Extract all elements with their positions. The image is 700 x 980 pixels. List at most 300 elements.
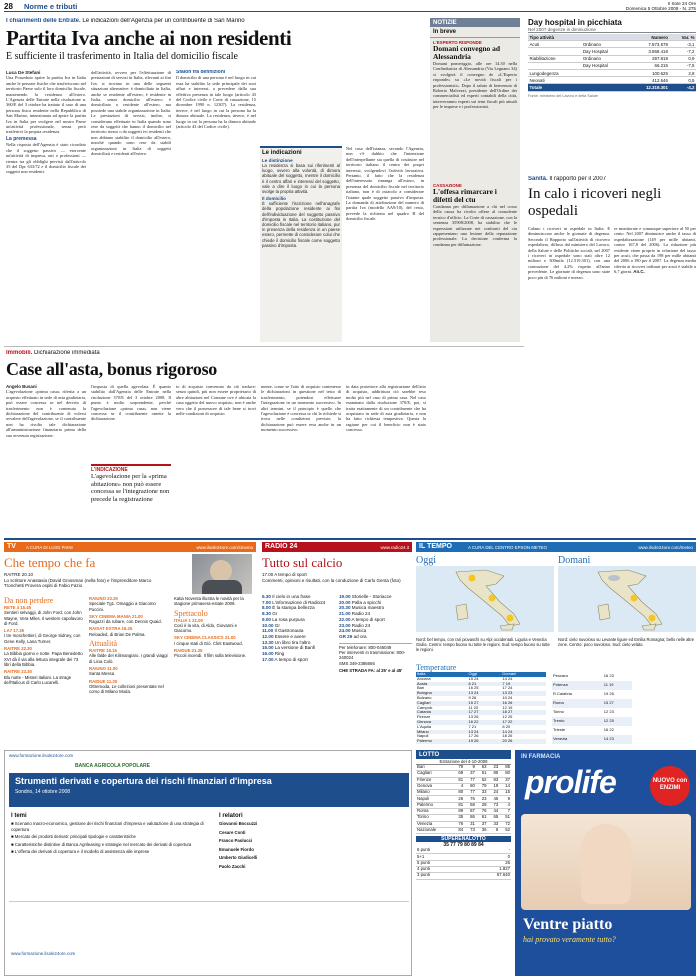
lotto-cell: Milano <box>416 790 452 796</box>
channel-time: RETE 4 15.45 <box>4 605 31 610</box>
channel-time: RAISAT EXTRA 16.25 <box>89 626 133 632</box>
temp-cell: Napoli <box>417 733 429 739</box>
schedule-title: L'informazione di Radio24 <box>272 599 326 605</box>
sanita-col-1: Calano i ricoveri in ospedale in Italia. E diminuiscono anche le giornate di degenza. Secondo il Rapporto sull'attività di ricovero ospedaliero, diffuso dal ministero del Lavoro, della Salute e delle Politiche sociali, nel 2007 i ricoveri in ospedale sono stati oltre 12 milioni e 300mila (12.319.301), con una contrazione del 4,2% rispetto all'anno precedente. Le giornate di degenza sono state poco più di 76 milioni e mezzo. <box>528 226 610 280</box>
temperature-table: Temperature Italia Oggi Domani Ancona 15 24 14 24 Aosta 6 21 7 19 Bari 16 25 17 24 Bologna 13 24 13 23 Bolzano 9 26 10 24 Cagliari 15 27 16 26 Campob. 11 20 12 19 Catania 17 27 18 27 Firenze 13 26 12 25 Genova 16 22 17 22 L'Aquila 7 21 8 20 Milano 13 24 14 24 Napoli 17 26 18 26 Palermo 19 26 20 26 Pescara 16 23 Potenza 11 19 R.Calabria 19 26 Roma 15 27 Torino 12 23 Trento 12 25 Trieste 16 22 Venezia 14 23 <box>416 663 696 747</box>
lotto-cell: 51 <box>499 815 511 821</box>
temp-cell: 15 27 <box>468 699 479 705</box>
temp-cell: 17 26 <box>468 733 479 739</box>
tv-link[interactable]: www.ilsole24ore.com/cinema <box>196 544 253 550</box>
temp-cell: 19 26 <box>468 738 479 744</box>
table-cell <box>581 77 627 84</box>
schedule-title: Gr <box>272 611 278 617</box>
schedule-title: Radio 24 <box>351 622 371 628</box>
radio-title: Tutto sul calcio <box>262 555 343 570</box>
table-row <box>528 55 696 62</box>
lotto-cell: Napoli <box>416 796 452 802</box>
table-cell: 7.873.578 <box>628 41 670 48</box>
channel-time: RAITRE 23.30 <box>4 669 32 675</box>
lotto-cell: 73 <box>464 827 476 833</box>
list-item <box>89 679 171 695</box>
schedule-time: GR 26 <box>339 633 353 639</box>
temp-row <box>552 681 632 690</box>
cloud-icon <box>608 575 620 581</box>
program-desc: Blu notte - Misteri italiani. La strage dell'Italicus di Carlo Lucarelli. <box>4 674 72 685</box>
temp-cell: L'Aquila <box>417 723 432 729</box>
temp-cell: Cagliari <box>417 699 431 705</box>
lead-col-5: Nel caso dell'istanza, secondo l'Agenzia, non v'è dubbio che l'intenzione dell'interpellante sia quella di costituire nel territorio italiano il centro dei propri interessi, svolgendovi l'attività lavorativa. Pertanto, il fatto che la residenza dell'interessato rimanga all'estero, in presenza del domicilio fiscale nel territorio italiano, non è di ostacolo a considerare l'istante quale soggetto passivo d'imposta. La domanda di attribuzione del numero di partita Iva (modello AA9/10), del resto, prevede la richiesta nel quadro B del domicilio fiscale. <box>346 146 424 222</box>
lotto-cell: 26 <box>463 860 511 866</box>
temp-cell: Palermo <box>417 738 432 744</box>
temp-cell: Torino <box>553 709 564 715</box>
lotto-cell: 6 punti <box>416 848 463 854</box>
schedule-time: 16.00 <box>262 651 274 657</box>
program-desc: Alle falde del Kilimangiaro. I grandi viaggi di Licia Colò. <box>89 653 168 664</box>
immobili-col-3: to di acquisto convenuto da ciò traduce: senza quindi, più non essere proprietario di altre abitazioni nel Comune ove è ubicata la casa oggetto del nuovo acquisto, non è anche vero che il possessore di tale bene si trovi nelle condizioni di acquisto. <box>176 384 256 417</box>
list-item <box>89 648 171 664</box>
schedule-title: La versione di Banfi <box>274 645 316 651</box>
temp-cell: 13 24 <box>468 690 479 696</box>
schedule-time: 7.00 <box>262 599 271 605</box>
lotto-cell: 26 <box>452 796 464 802</box>
lotto-cell: Cagliari <box>416 771 452 777</box>
temp-cell: 13 26 <box>468 714 479 720</box>
lotto-cell: 5+1 <box>416 854 463 860</box>
temp-cell: Firenze <box>417 714 431 720</box>
list-item <box>4 605 86 626</box>
temp-cell: 18 26 <box>502 733 513 739</box>
temp-row <box>552 708 632 717</box>
lotto-cell: 65 <box>488 815 500 821</box>
lotto-cell: 80 <box>499 771 511 777</box>
indicazioni-box: Le indicazioni Le distinzione La residenza si basa sui riferimenti al luogo, ovvero alla volontà, di dimora abituale del soggetto, mentre il domicilio è il centro affari e interessi del soggetto, vale a dire il luogo in cui la persona svolge la propria attività. Il domicilio È sufficiente l'iscrizione nell'anagrafe della popolazione residente ai fini dell'individuazione del soggetto passivo d'imposta in Italia. La costituzione del domicilio fiscale nel territorio italiano, pur in presenza della residenza in un paese estero, permette di considerare colui che chiede il domicilio fiscale come soggetto passivo d'imposta. <box>260 146 342 342</box>
program-desc: Santa Messa <box>89 671 115 677</box>
lotto-cell: 61 <box>476 815 488 821</box>
notizie-column: NOTIZIE In breve L'ESPERTO RISPONDE Domani convegno ad Alessandria Domani pomeriggio, alle ore 14.30 nella Confindustria di Alessandria (Via Legnano 34) si svolgerà il convegno de «L'Esperto risponde» su «Le novità fiscali per i professionisti». Dopo il saluto di benvenuto di Roberto Malvezzi, presidente dell'Ordine dei commercialisti ed esperti contabili della città, interverranno esperti sui temi fiscali più attuali per le imprese e i professionisti. CASSAZIONE L'offesa rimarcare i difetti del ctu Condanna per diffamazione a chi nel corso della causa ha rivolto offese al consulente tecnico d'ufficio. La Corte di cassazione, con la sentenza 35908/2008, ha stabilito che le espressioni utilizzate nei confronti del ctu rappresentano una lesione della reputazione professionale. La decisione conferma la condanna per diffamazione. <box>430 18 520 342</box>
program-desc: I tre moschettieri, di George Sidney, con Gene Kelly, Lana Turner. <box>4 633 81 644</box>
list-item: Cesare Conti <box>219 829 246 835</box>
sun-icon <box>631 595 638 602</box>
temp-cell: 18 27 <box>502 709 513 715</box>
lotto-cell: 36 <box>476 827 488 833</box>
formazione-ad[interactable]: www.formazione.ilsole24ore.com BANCA AGRICOLA POPOLARE Strumenti derivati e copertura dei rischi finanziari d'impresa Sondrio, 14 ottobre 2008 I temi ■ Scenario macro-economico, gestione dei rischi finanziari d'impresa e valutazione di una strategia di copertura ■ Mercato dei prodotti derivati: principali tipologie e caratteristiche ■ Caratteristiche distintive di Banca Agrileasing e strategie nel mercato dei derivati di copertura ■ L'offerta dei derivati di copertura e il modello di assistenza alle imprese I relatori Giovanni Boccuzzi Cesare Conti Franco Paolucci Emanuele Fiordo Umberto Giudicelli Paolo Zacchi www.formazione.ilsole24ore.com <box>4 750 412 976</box>
temp-cell: 15 27 <box>603 700 614 706</box>
lotto-cell: 86 <box>464 815 476 821</box>
temp-cell: 9 26 <box>468 694 477 700</box>
tv-col-2: RAIUNO 23.30 Speciale Tg1. Omaggio a Giacomo Puccini. SKY CINEMA MANIA 21.00 Ragazzi da rubare, con Dennis Quaid. RAISAT EXTRA 16.25 Reloaded, di Brian De Palma. Attualità RAITRE 15.15 Alle falde del Kilimangiaro. I grandi viaggi di Licia Colò. RAIUNO 11.00 Santa Messa RAIDUE 11.30 Ottremoda. Le collezioni presentate nel corso di Milano Moda. <box>89 596 171 746</box>
temp-row <box>552 699 632 708</box>
dayhospital-grid: Tipo attività Numero Var. % Acuti Ordinario 7.873.578 -3,1 Day Hospital 3.868.418 -7,2 Riabilitazione Ordinario 297.819 0,9 Day Hospital 66.215 -7,5 Lungodegenza 100.625 2,8 Neonati 412.646 0,5 Totale 12.319.301 -4,2 <box>529 34 695 90</box>
immobili-col-2: l'imposta di quella agevolata. È quanto stabilito dall'Agenzia delle Entrate nella risoluzione 370/E del 3 ottobre 2008. Il punto è molto sorprendente, perché l'agevolazione «prima casa» non viene concessa se il contribuente omette la dichiarazione. <box>91 384 171 422</box>
prolife-ad[interactable]: IN FARMACIA prolife NUOVO con ENZIMI Ventre piatto hai provato veramente tutto? <box>515 750 696 976</box>
table-cell: Riabilitazione <box>528 55 581 62</box>
table-cell: 3.868.418 <box>628 48 670 55</box>
lotto-cell: - <box>463 848 511 854</box>
program-desc: I cinque stati di Giò. Clint Eastwood. <box>174 640 243 646</box>
program-desc: Sentieri selvaggi, di John Ford, con John Wayne, Vera Miles. Il western capolavoro di Ford. <box>4 610 83 626</box>
meteo-header: IL TEMPO A CURA DEL CENTRO EPSON METEO www.ilsole24ore.com/meteo <box>416 542 696 552</box>
lotto-cell: Nazionale <box>416 827 452 833</box>
schedule-time: 19.00 <box>339 594 351 599</box>
lotto-cell: 63 <box>476 765 488 771</box>
lotto-cell: 84 <box>452 827 464 833</box>
schedule-time: 22.00 <box>339 616 351 622</box>
temp-cell: Potenza <box>553 682 568 688</box>
channel-time: LA7 17.35 <box>4 628 25 634</box>
lotto-cell: 85 <box>499 765 511 771</box>
lead-kicker: I chiarimenti delle Entrate. Le indicazioni dell'Agenzia per un contribuente di San Marino <box>6 18 245 24</box>
sun-icon <box>489 595 496 602</box>
lotto-cell: Bari <box>416 765 452 771</box>
table-cell: 0,9 <box>669 55 696 62</box>
schedule-item <box>262 657 336 663</box>
table-cell <box>581 84 627 91</box>
temp-cell: 14 23 <box>603 736 614 742</box>
temp-cell: 16 25 <box>468 685 479 691</box>
lotto-cell: 85 <box>488 771 500 777</box>
meteo-link[interactable]: www.ilsole24ore.com/meteo <box>638 544 693 550</box>
temp-cell: 13 23 <box>502 690 513 696</box>
schedule-title: Gr <box>274 622 280 628</box>
table-row <box>528 77 696 84</box>
table-cell: Acuti <box>528 41 581 48</box>
list-item: ■ Mercato dei prodotti derivati: principali tipologie e caratteristiche <box>11 834 136 839</box>
lotto-cell: 33 <box>488 821 500 827</box>
temp-cell: 16 26 <box>502 699 513 705</box>
temp-cell: 15 24 <box>468 675 479 681</box>
lead-col-3: Sfalon fra definizioni Il domicilio di una persona è nel luogo in cui essa ha stabilito la sede principale dei suoi affari e interessi, a precedere dalla sua effettiva presenza in tale luogo (articolo 43 del Codice civile e Corte di cassazione, 15 dicembre 1990 n. 12307). La residenza, invece, è nel luogo in cui la persona ha la dimora abituale. La residenza, invece, è nel luogo in cui la persona ha la dimora abituale (articolo 43 del Codice civile). <box>176 70 256 130</box>
radio-lead: 17.00 A tempo di sport Commenti, opinioni e risultati, con la conduzione di Carlo Genta (foto) <box>262 572 401 583</box>
lead-col-1: Luca De Stefani Una Posseduto aprire la partita Iva in Italia anche le persone fisiche che trasferiscono nel territorio Paese solo il loro domicilio fiscale, mantenendo la residenza all'estero. L'Agenzia delle Entrate nella risoluzione n. 360/E del 3 ottobre ha trattato il caso di una persona fisica residente nella Repubblica di San Marino, intenzionata ad aprire la partita Iva in Italia per svolgere nel nostro Paese un'attività professionale, senza però trasferirvi la propria residenza. La premessa Nella risposta dell'Agenzia è stato ricordato che il soggetto passivo — esercente un'attività di impresa, arti o professioni — rientra tra gli obblighi previsti dall'articolo 35 del Dpr 633/72 e il domicilio fiscale dei soggetti non residenti. <box>6 70 86 175</box>
immobili-col-1: Angelo Busani L'agevolazione «prima casa» riferita a un acquisto effettuato in sede di asta giudiziaria, può essere concessa se nel decreto di trasferimento non è contenuta la dichiarazione del contribuente di volersi avvalere dell'agevolazione, se il contribuente non ha rivolto tale dichiarazione all'amministrazione finanziaria prima della sua avvenuta registrazione. <box>6 384 86 438</box>
schedule-title: Storielle - Storiacce <box>351 594 392 599</box>
temp-cell: 11 20 <box>468 704 479 710</box>
schedule-time: 8.30 <box>262 611 271 617</box>
page-number: 28 <box>4 2 13 11</box>
immobili-kicker: Immobili. Dichiarazione immediata <box>6 350 100 356</box>
schedule-time: 9.00 <box>262 616 271 622</box>
table-cell: 0,5 <box>669 77 696 84</box>
schedule-time: 24.00 <box>339 628 351 634</box>
lotto-cell: Genova <box>416 783 452 789</box>
temp-cell: Bolzano <box>417 694 432 700</box>
temp-row <box>552 690 632 699</box>
channel-time: ITALIA 1 21.00 <box>174 617 203 623</box>
schedule-time: 10.00 <box>262 622 274 628</box>
list-item: ■ Caratteristiche distintive di Banca Agrileasing e strategie nel mercato dei derivati di copertura <box>11 841 192 847</box>
channel-time: RAIDUE 21.35 <box>174 648 203 654</box>
lotto-cell: 62 <box>476 777 488 783</box>
tv-header: TV A CURA DI LUIGI PAINI www.ilsole24ore.com/cinema <box>4 542 256 552</box>
immobili-box: L'INDICAZIONE L'agevolazione per la «prima abitazione» non può essere concessa se l'integrazione non precede la registrazione <box>91 464 171 534</box>
lotto-cell: 67.640 <box>463 873 511 879</box>
table-cell: -4,2 <box>669 84 696 91</box>
radio-header: RADIO 24 www.radio24.it <box>262 542 412 552</box>
sun-icon <box>507 615 514 622</box>
sanita-title: In calo i ricoveri negli ospedali <box>528 186 662 219</box>
prolife-photo <box>521 814 691 910</box>
meteo-domani-text: Nord: cielo nuvoloso su Levante ligure ed Emilia Romagna; bello nelle altre zone. Centro: poco nuvoloso. Sud: cielo velato. <box>558 637 695 647</box>
temp-cell: Campob. <box>417 704 434 710</box>
schedule-time: 11.00 <box>262 628 274 634</box>
tv-lead: RAITRE 20.10 Lo scrittore Anastasia (David Grossman (nella foto) e l'imprenditore Marco Tronchetti Provera ospiti di Fabio Fazio <box>4 572 152 588</box>
meteo-oggi: Oggi <box>416 555 554 635</box>
list-item: Franco Paolucci <box>219 838 253 843</box>
temp-cell: 8 20 <box>502 723 511 729</box>
table-cell: Totale <box>528 84 581 91</box>
lotto-cell: 80 <box>452 790 464 796</box>
tv-col-1: Da non perdere RETE 4 15.45 Sentieri selvaggi, di John Ford, con John Wayne, Vera Miles. Il western capolavoro di Ford. LA7 17.35 I tre moschettieri, di George Sidney, con Gene Kelly, Lana Turner. RAITRE 22.30 La Bibbia giorno e notte. Papa Benedetto XVI dà il via alla lettura integrale dei 73 libri della Bibbia. RAITRE 23.30 Blu notte - Misteri italiani. La strage dell'Italicus di Carlo Lucarelli. <box>4 596 86 746</box>
list-item <box>4 628 86 644</box>
list-item: Emanuele Fiordo <box>219 846 254 852</box>
program-desc: Reloaded, di Brian De Palma. <box>89 631 146 637</box>
channel-time: RAIUNO 11.00 <box>89 665 118 671</box>
temp-cell: 12 19 <box>502 704 513 710</box>
tv-title: Che tempo che fa <box>4 555 96 570</box>
lotto-cell: 76 <box>476 808 488 814</box>
lotto-cell: 6 <box>488 827 500 833</box>
lotto-cell: Palermo <box>416 802 452 808</box>
list-item <box>89 614 171 625</box>
lotto-cell: Venezia <box>416 821 452 827</box>
lotto-cell: 37 <box>499 777 511 783</box>
list-item: Umberto Giudicelli <box>219 855 258 860</box>
table-cell: Neonati <box>528 77 581 84</box>
lotto-cell: 5 punti <box>416 860 463 866</box>
lotto-cell: 76 <box>464 796 476 802</box>
temp-cell: 17 24 <box>502 685 513 691</box>
lotto-cell: Torino <box>416 815 452 821</box>
schedule-title: Musica <box>351 628 367 634</box>
table-cell: 412.646 <box>628 77 670 84</box>
table-cell: Ordinario <box>581 55 627 62</box>
list-item <box>174 648 256 659</box>
table-cell <box>528 62 581 69</box>
lotto-cell: 81 <box>452 777 464 783</box>
temp-cell: Trento <box>553 718 565 724</box>
temp-cell: Bologna <box>417 690 432 696</box>
lotto-cell: 4 <box>452 783 464 789</box>
lotto-cell: 19 <box>488 783 500 789</box>
list-item <box>174 635 256 646</box>
lotto-cell: 23 <box>488 765 500 771</box>
temp-cell: 16 23 <box>603 673 614 679</box>
temp-cell: 14 24 <box>502 728 513 734</box>
table-row <box>528 69 696 76</box>
table-cell <box>528 48 581 55</box>
temp-row <box>416 739 546 744</box>
list-item <box>174 618 256 634</box>
schedule-title: Essere e avere <box>274 633 306 639</box>
temp-cell: 13 24 <box>468 728 479 734</box>
schedule-title: A tempo di sport <box>351 616 385 622</box>
list-item: Giovanni Boccuzzi <box>219 821 258 826</box>
table-cell: 100.625 <box>628 69 670 76</box>
schedule-item <box>339 634 412 640</box>
lotto-cell: 23 <box>476 796 488 802</box>
table-cell: Ordinario <box>581 41 627 48</box>
temp-cell: 11 19 <box>603 682 614 688</box>
lotto-cell: 28 <box>476 802 488 808</box>
meteo-oggi-text: Nord: bel tempo, con rari piovaschi su Alpi occidentali. Liguria e Venezia Giulia. Centro: tempo buono su tutte le regioni. Sud: tempo buono su tutte le regioni. <box>416 637 550 652</box>
program-desc: Ottremoda. Le collezioni presentate nel corso di Milano Moda. <box>89 683 164 695</box>
italy-map-icon <box>558 566 696 632</box>
temp-cell: Roma <box>553 700 564 706</box>
lotto-cell: 44 <box>488 808 500 814</box>
lotto-cell: Firenze <box>416 777 452 783</box>
new-badge: NUOVO con ENZIMI <box>650 766 690 806</box>
program-desc: Speciale Tg1. Omaggio a Giacomo Puccini. <box>89 601 156 612</box>
table-cell: -3,1 <box>669 41 696 48</box>
lotto-cell: 79 <box>452 765 464 771</box>
temp-cell: 7 19 <box>502 680 511 686</box>
temp-cell: Pescara <box>553 673 568 679</box>
temp-cell: Aosta <box>417 680 428 686</box>
radio-schedule-1 <box>262 594 336 744</box>
schedule-time: 20.00 <box>339 599 351 605</box>
lotto-cell: 37 <box>464 771 476 777</box>
schedule-title: La rosa purpura <box>272 616 305 622</box>
lotto-row <box>416 827 511 833</box>
table-cell: 297.819 <box>628 55 670 62</box>
lead-subtitle: È sufficiente il trasferimento in Italia del domicilio fiscale <box>6 51 238 62</box>
schedule-title: Il cielo in una frase <box>272 594 311 599</box>
temp-cell: 16 22 <box>468 718 479 724</box>
temp-cell: 19 26 <box>603 691 614 697</box>
immobili-col-5: in data posteriore alla registrazione dell'atto di acquisto, addirittura ciò sarebbe reso molto più nel caso di prima casa. Nel caso esaminato dalla risoluzione 370/E, poi, si tratta esattamente di un contribuente che ha acquistato in sede di asta giudiziaria, e non ha fatto richiesta tempestiva. Questa la ragione per cui il beneficio non è stato concesso. <box>346 384 426 433</box>
schedule-time: 15.00 <box>262 645 274 651</box>
lead-col-2: dell'attività, ovvero per l'effettuazione di prestazioni di servizi in Italia, rilevanti ai fini Iva, si trovano in una delle seguenti situazioni alternative: è domiciliato in Italia, anche se residente all'estero; è residente in Italia, senza domicilio all'estero; è domiciliato o residente all'estero, ma possiede una stabile organizzazione in Italia. Le prestazioni di servizi, inoltre, si considerano effettuate in Italia quando sono rese da soggetti che hanno il domicilio nel territorio stesso o da soggetti ivi residenti che non abbiano stabilito il domicilio all'estero, nonché quando sono rese da stabili organizzazioni in Italia di soggetti domiciliati e residenti all'estero. <box>91 70 171 157</box>
radio-link[interactable]: www.radio24.it <box>380 544 409 550</box>
lotto-cell: 15 <box>499 790 511 796</box>
bank-logo: BANCA AGRICOLA POPOLARE <box>75 763 150 769</box>
lotto-cell: 52 <box>499 827 511 833</box>
lotto-cell: 37 <box>476 821 488 827</box>
schedule-time: 23.00 <box>339 622 351 628</box>
lotto-cell: Roma <box>416 808 452 814</box>
lotto-cell: 81 <box>452 802 464 808</box>
list-item: ■ L'offerta dei derivati di copertura e il modello di assistenza alle imprese <box>11 849 150 854</box>
lotto-cell: 45 <box>488 796 500 802</box>
program-desc: Piccoli incendi. Il film sulla televisione. <box>174 653 247 659</box>
program-desc: La Bibbia giorno e notte. Papa Benedetto XVI dà il via alla lettura integrale dei 73 libri della Bibbia. <box>4 651 83 667</box>
temp-cell: 17 22 <box>502 718 513 724</box>
sanita-kicker: Sanità. Il rapporto per il 2007 <box>528 176 607 182</box>
lotto-cell: 80 <box>464 783 476 789</box>
temp-row <box>552 672 632 681</box>
schedule-title: Radio 24 <box>351 611 371 617</box>
lotto-cell: 72 <box>499 821 511 827</box>
table-cell: 66.215 <box>628 62 670 69</box>
tv-col-3: Katia Noventa illustra le novità per la stagione primavera-estate 2009. Spettacolo ITALIA 1 21.00 Così è la vita, di Aldo, Giovanni e Giacomo. SKY CINEMA CLASSICS 21.00 I cinque stati di Giò. Clint Eastwood. RAIDUE 21.35 Piccoli incendi. Il film sulla televisione. <box>174 596 256 746</box>
byline: Luca De Stefani <box>6 70 41 75</box>
sun-icon <box>649 615 656 622</box>
channel-time: RAIDUE 11.30 <box>89 678 118 684</box>
schedule-title: Ring <box>274 651 285 657</box>
temp-cell: 16 22 <box>603 727 614 732</box>
table-row <box>528 62 696 69</box>
table-row <box>528 48 696 55</box>
temp-cell: 12 25 <box>502 714 513 720</box>
temp-cell: 14 24 <box>502 675 513 681</box>
lotto-cell: 9 <box>499 796 511 802</box>
temp-cell: Venezia <box>553 736 568 742</box>
program-desc: Ragazzi da rubare, con Dennis Quaid. <box>89 619 162 625</box>
table-cell: Day Hospital <box>581 48 627 55</box>
lotto-cell: 77 <box>464 777 476 783</box>
channel-time: RAITRE 15.15 <box>89 648 117 654</box>
channel-time: RAIUNO 23.30 <box>89 596 118 601</box>
dateline: Il Sole 24 Ore Domenica 5 Ottobre 2008 - N. 275 <box>625 2 696 11</box>
lotto-cell: 1.827 <box>463 866 511 872</box>
lotto-cell: 83 <box>488 777 500 783</box>
lotto-cell: 73 <box>488 802 500 808</box>
schedule-time: 13.30 <box>262 639 274 645</box>
channel-time: SKY CINEMA CLASSICS 21.00 <box>174 635 236 641</box>
lead-title: Partita Iva anche ai non residenti <box>6 27 292 50</box>
schedule-time: 17.00 <box>262 656 274 662</box>
lotto-cell: 24 <box>488 790 500 796</box>
radio-schedule-2: 19.00 Storielle - Storiacce 20.00 Palla a spicchi 20.30 Musica maestro 21.00 Radio 24 22.00 A tempo di sport 23.00 Radio 24 24.00 Musica GR 26 ad ora Per telefonare: 800-046049 Per interventi in trasmissione: 800-240024 SMS 349-2386666 CHE STRADA FA: al 25' e al 45' <box>339 594 412 744</box>
lotto-cell: 77 <box>464 790 476 796</box>
lotto-cell: 7 <box>499 808 511 814</box>
lotto-cell: 76 <box>452 821 464 827</box>
table-row <box>528 41 696 48</box>
lotto-cell: 35 <box>452 815 464 821</box>
temp-cell: Catania <box>417 709 431 715</box>
sun-icon <box>469 575 476 582</box>
list-item <box>89 596 171 612</box>
lotto-cell: 3 punti <box>416 873 463 879</box>
temp-cell: Ancona <box>417 675 431 681</box>
immobili-title: Case all'asta, bonus rigoroso <box>6 359 217 379</box>
schedule-title: Palla a spicchi <box>351 599 382 605</box>
lotto-cell: 87 <box>464 808 476 814</box>
list-item: ■ Scenario macro-economico, gestione dei rischi finanziari d'impresa e valutazione di una strategia di copertura <box>11 821 204 832</box>
schedule-time: 6.30 <box>262 594 271 599</box>
list-item <box>89 666 171 677</box>
temp-cell: 17 27 <box>468 709 479 715</box>
immobili-col-4: mente, come se l'atto di acquisto contenesse le dichiarazioni in questione nel testo di trasferimento, potendosi effettuare l'integrazione in un momento successivo. In altri termini, se il principio è quello che l'agevolazione è concessa se chi la richiede si trova nelle condizioni previste, la dichiarazione può essere resa anche in un momento successivo. <box>261 384 341 433</box>
list-item: Paolo Zacchi <box>219 863 246 869</box>
temp-cell: R.Calabria <box>553 691 572 697</box>
table-cell: 12.319.301 <box>628 84 670 91</box>
list-item <box>4 669 86 685</box>
temp-cell: 20 26 <box>502 738 513 744</box>
schedule-title: È la stampa bellezza <box>272 605 315 611</box>
sanita-col-2: re monitorate e comunque superiore al 50 per cento. Nel 2007 diminuisce anche il tasso di ospedalizzazione (149 per mille abitanti, contro 167,8 del 2006). La riduzione più evidente viene proprio in relazione del tasso per acuti, che passa da 198 per mille abitanti del 2006 a 190 per il 2007. La degenza media riferita ai ricoveri ordinari per acuti è stabile a 6,7 giorni. An.C. <box>614 226 696 275</box>
section-title: Norme e tributi <box>24 2 78 11</box>
masthead <box>4 2 696 12</box>
lotto-cell: 89 <box>452 808 464 814</box>
table-cell: -7,5 <box>669 62 696 69</box>
table-row <box>528 84 696 91</box>
lotto-cell: 79 <box>476 783 488 789</box>
program-desc: Così è la vita, di Aldo, Giovanni e Giacomo. <box>174 622 238 634</box>
italy-map-icon <box>416 566 554 632</box>
temp-cell: 12 23 <box>603 709 614 715</box>
lotto-cell: 9 <box>464 765 476 771</box>
lotto-table: LOTTO Estrazione del 4-10-2008 Bari 79 9 63 23 85 Cagliari 69 37 61 85 80 Firenze 81 77 62 83 37 Genova 4 80 79 19 14 Milano 80 77 33 24 15 Napoli 26 76 23 45 9 Palermo 81 58 28 73 4 Roma 89 87 76 44 7 Torino 35 86 61 65 51 Venezia 76 31 37 33 72 Nazionale 84 73 36 6 52 SUPERENALOTTO 35 77 79 80 89 84 6 punti - 5+1 0 5 punti 26 4 punti 1.827 3 punti 67.640 <box>417 751 510 878</box>
lotto-cell: 33 <box>476 790 488 796</box>
temp-cell: 6 21 <box>468 680 477 686</box>
temp-cell: 12 25 <box>603 718 614 724</box>
schedule-time: 8.00 <box>262 605 271 611</box>
table-cell: -7,2 <box>669 48 696 55</box>
table-cell <box>581 69 627 76</box>
schedule-time: 21.00 <box>339 611 351 617</box>
schedule-time: 20.30 <box>339 605 351 611</box>
